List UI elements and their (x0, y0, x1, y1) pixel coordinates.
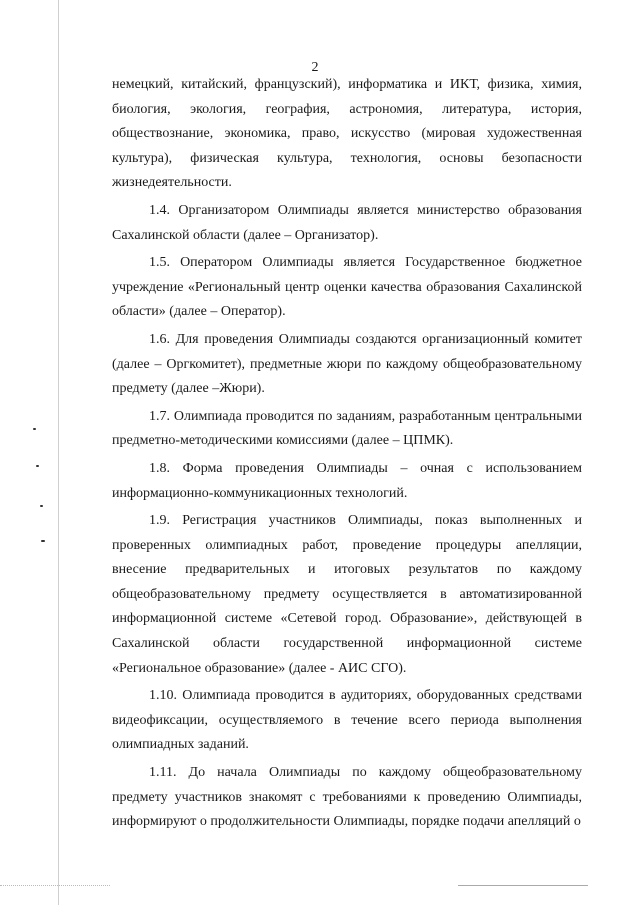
scan-speck (41, 540, 45, 542)
paragraph-1-10: 1.10. Олимпиада проводится в аудиториях, оборудованных средствами видеофиксации, осуществляемого в течение всего периода выполнения олимпиадных заданий. (112, 688, 582, 753)
paragraph-continuation: немецкий, китайский, французский), информатика и ИКТ, физика, химия, биология, экология, география, астрономия, литература, история, обществознание, экономика, право, искусство (мировая художественная культура), физическая культура, технология, основы безопасности жизнедеятельности. (112, 77, 582, 191)
binding-margin-line (58, 0, 59, 905)
document-body (112, 73, 582, 835)
paragraph-1-4: 1.4. Организатором Олимпиады является министерство образования Сахалинской области (далее – Организатор). (112, 202, 582, 243)
paragraph-1-9: 1.9. Регистрация участников Олимпиады, показ выполненных и проверенных олимпиадных работ, проведение процедуры апелляции, внесение предварительных и итоговых результатов по каждому общеобразовательному предмету осуществляется в автоматизированной информационной системе «Сетевой город. Образование», действующей в Сахалинской области государственной информационной системе «Региональное образование» (далее - АИС СГО). (112, 513, 582, 676)
bottom-scan-edge (0, 885, 110, 887)
paragraph-1-6: 1.6. Для проведения Олимпиады создаются организационный комитет (далее – Оргкомитет), предметные жюри по каждому общеобразовательному предмету (далее –Жюри). (112, 331, 582, 397)
scan-speck (36, 465, 39, 467)
paragraph-1-5: 1.5. Оператором Олимпиады является Государственное бюджетное учреждение «Региональный центр оценки качества образования Сахалинской области» (далее – Оператор). (112, 255, 582, 320)
paragraph-1-7: 1.7. Олимпиада проводится по заданиям, разработанным центральными предметно-методическими комиссиями (далее – ЦПМК). (112, 408, 582, 449)
scan-speck (33, 428, 36, 430)
page-number: 2 (311, 60, 319, 75)
paragraph-1-8: 1.8. Форма проведения Олимпиады – очная с использованием информационно-коммуникационных технологий. (112, 460, 582, 501)
bottom-scan-edge (458, 885, 588, 887)
paragraph-1-11: 1.11. До начала Олимпиады по каждому общеобразовательному предмету участников знакомят с требованиями к проведению Олимпиады, информируют о продолжительности Олимпиады, порядке подачи апелляций о (112, 765, 582, 830)
scan-speck (40, 505, 43, 507)
